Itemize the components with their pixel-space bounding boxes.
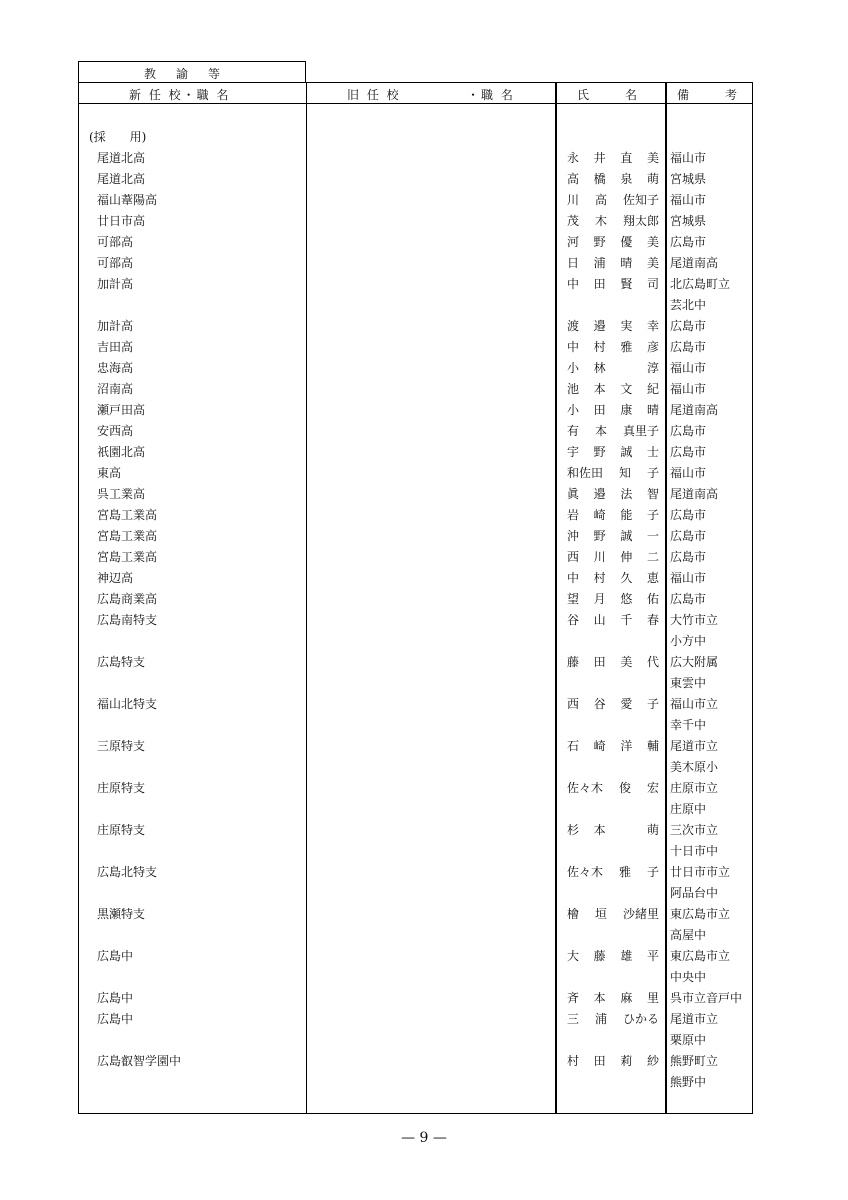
name-cell: 西 川 伸 二 [567,550,659,564]
header-name: 氏 名 [577,88,638,102]
table-row [79,902,752,942]
remarks-cell-line2: 中央中 [670,970,707,984]
name-cell: 岩 崎 能 子 [567,508,659,522]
table-row [79,566,752,587]
header-remarks: 備 考 [677,88,738,102]
new-school-cell: 忠海高 [97,361,134,375]
name-cell: 西 谷 愛 子 [567,697,659,711]
remarks-cell: 広島市 [670,445,707,459]
table-row [79,251,752,272]
table-row [79,188,752,209]
new-school-cell: 神辺高 [97,571,134,585]
remarks-cell: 広島市 [670,319,707,333]
remarks-cell: 宮城県 [670,214,707,228]
new-school-cell: 沼南高 [97,382,134,396]
header-new-school: 新 任 校・職 名 [129,88,231,102]
remarks-cell-line2: 高屋中 [670,928,707,942]
new-school-cell: 加計高 [97,319,134,333]
remarks-cell-line2: 阿品台中 [670,886,719,900]
new-school-cell: 宮島工業高 [97,529,158,543]
remarks-cell-line2: 十日市中 [670,844,719,858]
remarks-cell: 広島市 [670,235,707,249]
table-row [79,1049,752,1089]
remarks-cell: 廿日市市立 [670,865,731,879]
name-cell: 渡 邉 実 幸 [567,319,659,333]
remarks-cell: 尾道市立 [670,739,719,753]
remarks-cell: 北広島町立 [670,277,731,291]
name-cell: 谷 山 千 春 [567,613,659,627]
remarks-cell: 庄原市立 [670,781,719,795]
new-school-cell: 宮島工業高 [97,508,158,522]
table-row [79,524,752,545]
name-cell: 佐々木 雅 子 [567,865,659,879]
name-cell: 中 田 賢 司 [567,277,659,291]
table-row [79,545,752,566]
remarks-cell: 広島市 [670,340,707,354]
new-school-cell: 三原特支 [97,739,146,753]
new-school-cell: 広島南特支 [97,613,158,627]
table-row [79,818,752,858]
remarks-cell: 尾道南高 [670,256,719,270]
new-school-cell: 広島叡智学園中 [97,1054,182,1068]
table-row [79,272,752,312]
new-school-cell: 広島中 [97,991,134,1005]
new-school-cell: 福山葦陽高 [97,193,158,207]
remarks-cell: 福山市 [670,571,707,585]
name-cell: 小 林 淳 [567,361,659,375]
new-school-cell: 庄原特支 [97,781,146,795]
new-school-cell: 可部高 [97,235,134,249]
remarks-cell: 呉市立音戸中 [670,991,743,1005]
name-cell: 日 浦 晴 美 [567,256,659,270]
remarks-cell-line2: 美木原小 [670,760,719,774]
remarks-cell: 広島市 [670,529,707,543]
page-number: — 9 — [401,1130,447,1146]
table-row [79,776,752,816]
new-school-cell: 福山北特支 [97,697,158,711]
section-title: 教諭等 [143,67,240,81]
name-cell: 小 田 康 晴 [567,403,659,417]
table-row [79,587,752,608]
new-school-cell: 瀬戸田高 [97,403,146,417]
name-cell: 大 藤 雄 平 [567,949,659,963]
new-school-cell: 広島商業高 [97,592,158,606]
remarks-cell-line2: 東雲中 [670,676,707,690]
name-cell: 三 浦 ひかる [567,1012,659,1026]
remarks-cell-line2: 芸北中 [670,298,707,312]
new-school-cell: 呉工業高 [97,487,146,501]
table-row [79,986,752,1007]
name-cell: 有 本 真里子 [567,424,659,438]
new-school-cell: 吉田高 [97,340,134,354]
table-row [79,461,752,482]
remarks-cell-line2: 栗原中 [670,1033,707,1047]
table-row [79,335,752,356]
remarks-cell: 広島市 [670,508,707,522]
new-school-cell: 東高 [97,466,122,480]
category-row [79,125,752,146]
table-row [79,209,752,230]
name-cell: 村 田 莉 紗 [567,1054,659,1068]
remarks-cell: 三次市立 [670,823,719,837]
remarks-cell: 福山市 [670,151,707,165]
table-row [79,377,752,398]
remarks-cell-line2: 小方中 [670,634,707,648]
table-row [79,440,752,461]
name-cell: 沖 野 誠 一 [567,529,659,543]
remarks-cell: 福山市立 [670,697,719,711]
name-cell: 池 本 文 紀 [567,382,659,396]
name-cell: 永 井 直 美 [567,151,659,165]
new-school-cell: 庄原特支 [97,823,146,837]
remarks-cell: 広島市 [670,424,707,438]
new-school-cell: 広島中 [97,949,134,963]
remarks-cell: 広島市 [670,550,707,564]
table-row [79,650,752,690]
table-row [79,314,752,335]
remarks-cell-line2: 熊野中 [670,1075,707,1089]
name-cell: 眞 邉 法 智 [567,487,659,501]
name-cell: 佐々木 俊 宏 [567,781,659,795]
name-cell: 石 崎 洋 輔 [567,739,659,753]
remarks-cell: 東広島市立 [670,907,731,921]
remarks-cell: 広大附属 [670,655,719,669]
remarks-cell-line2: 幸千中 [670,718,707,732]
table-row [79,356,752,377]
remarks-cell: 尾道南高 [670,487,719,501]
header-old-position: ・職 名 [467,88,515,102]
remarks-cell: 福山市 [670,193,707,207]
remarks-cell: 福山市 [670,382,707,396]
new-school-cell: 宮島工業高 [97,550,158,564]
new-school-cell: 安西高 [97,424,134,438]
header-divider [79,103,752,104]
table-row [79,734,752,774]
new-school-cell: 広島北特支 [97,865,158,879]
new-school-cell: 廿日市高 [97,214,146,228]
remarks-cell: 大竹市立 [670,613,719,627]
name-cell: 河 野 優 美 [567,235,659,249]
remarks-cell: 福山市 [670,466,707,480]
table-row [79,146,752,167]
name-cell: 茂 木 翔太郎 [567,214,659,228]
name-cell: 斉 本 麻 里 [567,991,659,1005]
name-cell: 和佐田 知 子 [567,466,659,480]
new-school-cell: 黒瀬特支 [97,907,146,921]
name-cell: 藤 田 美 代 [567,655,659,669]
name-cell: 杉 本 萌 [567,823,659,837]
table-row [79,482,752,503]
new-school-cell: 広島中 [97,1012,134,1026]
new-school-cell: 尾道北高 [97,151,146,165]
name-cell: 川 高 佐知子 [567,193,659,207]
remarks-cell: 広島市 [670,592,707,606]
name-cell: 望 月 悠 佑 [567,592,659,606]
remarks-cell: 東広島市立 [670,949,731,963]
name-cell: 宇 野 誠 士 [567,445,659,459]
new-school-cell: 尾道北高 [97,172,146,186]
table-row [79,608,752,648]
table-row [79,419,752,440]
remarks-cell: 熊野町立 [670,1054,719,1068]
remarks-cell-line2: 庄原中 [670,802,707,816]
table-row [79,1007,752,1047]
new-school-cell: 祇園北高 [97,445,146,459]
table-row [79,230,752,251]
new-school-cell: 広島特支 [97,655,146,669]
remarks-cell: 宮城県 [670,172,707,186]
table-row [79,167,752,188]
section-header-box [78,61,306,82]
remarks-cell: 福山市 [670,361,707,375]
name-cell: 中 村 雅 彦 [567,340,659,354]
personnel-table [78,82,753,1114]
remarks-cell: 尾道市立 [670,1012,719,1026]
new-school-cell: 可部高 [97,256,134,270]
name-cell: 檜 垣 沙緒里 [567,907,659,921]
header-old-school: 旧 任 校 [347,88,401,102]
table-row [79,944,752,984]
name-cell: 中 村 久 恵 [567,571,659,585]
remarks-cell: 尾道南高 [670,403,719,417]
table-row [79,860,752,900]
new-school-cell: 加計高 [97,277,134,291]
category-label: (採 用) [89,130,147,144]
table-row [79,398,752,419]
name-cell: 高 橋 泉 萌 [567,172,659,186]
table-row [79,503,752,524]
table-row [79,692,752,732]
